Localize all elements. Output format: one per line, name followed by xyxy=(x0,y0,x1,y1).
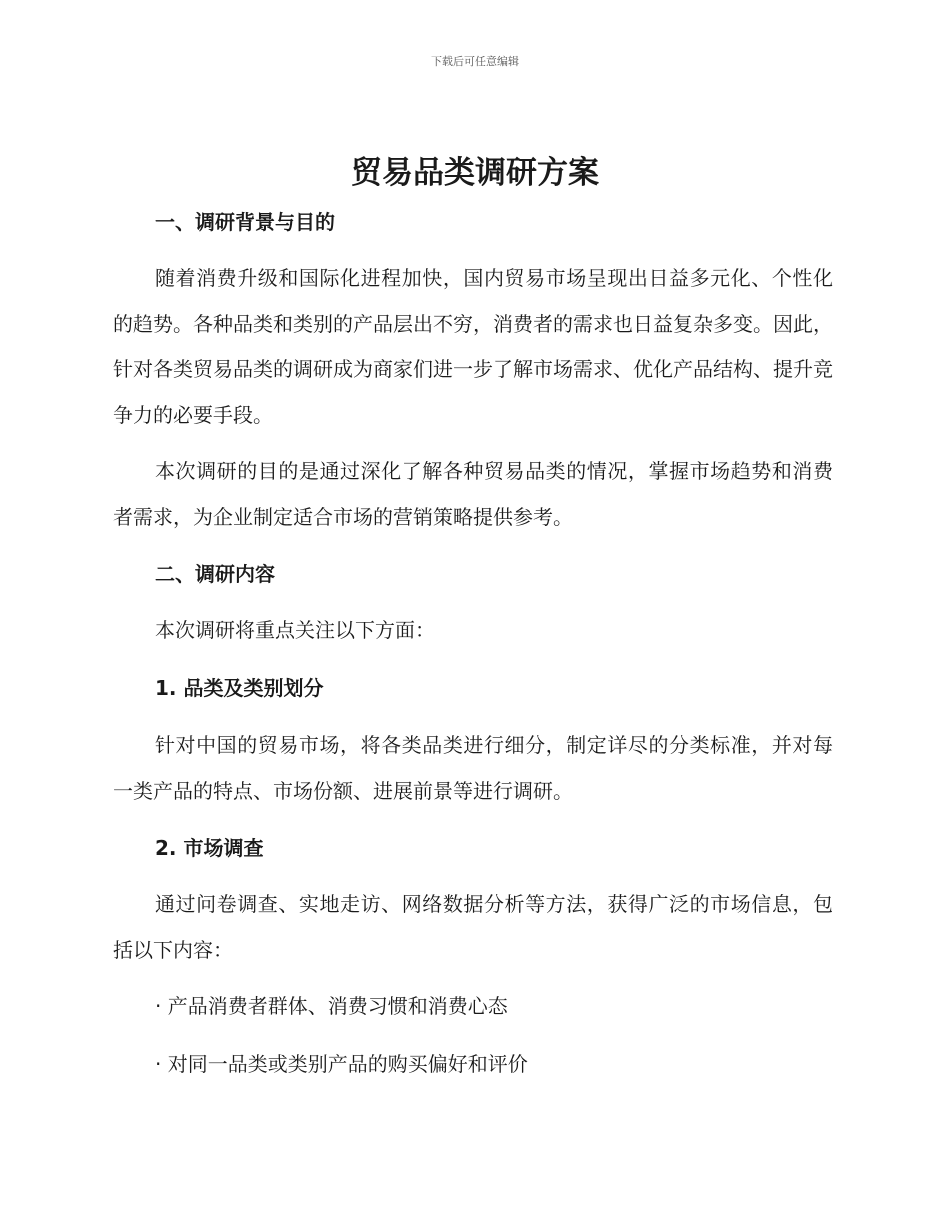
section-1-paragraph-1: 随着消费升级和国际化进程加快，国内贸易市场呈现出日益多元化、个性化的趋势。各种品类和类别的产品层出不穷，消费者的需求也日益复杂多变。因此，针对各类贸易品类的调研成为商家们进一步了解市场需求、优化产品结构、提升竞争力的必要手段。 xyxy=(113,266,833,427)
bullet-item: · 对同一品类或类别产品的购买偏好和评价 xyxy=(155,1052,528,1076)
subsection-2-paragraph: 通过问卷调查、实地走访、网络数据分析等方法，获得广泛的市场信息，包括以下内容： xyxy=(113,892,833,962)
section-1-paragraph-2: 本次调研的目的是通过深化了解各种贸易品类的情况，掌握市场趋势和消费者需求，为企业制定适合市场的营销策略提供参考。 xyxy=(113,459,833,529)
bullet-item: · 产品消费者群体、消费习惯和消费心态 xyxy=(155,994,508,1018)
section-2-intro: 本次调研将重点关注以下方面： xyxy=(155,618,435,642)
section-1-heading: 一、调研背景与目的 xyxy=(155,210,335,234)
subsection-2-heading: 2. 市场调查 xyxy=(155,836,264,860)
subsection-1-paragraph: 针对中国的贸易市场，将各类品类进行细分，制定详尽的分类标准，并对每一类产品的特点、市场份额、进展前景等进行调研。 xyxy=(113,733,833,803)
section-2-heading: 二、调研内容 xyxy=(155,562,275,586)
subsection-1-heading: 1. 品类及类别划分 xyxy=(155,676,324,700)
page-header-note: 下载后可任意编辑 xyxy=(431,55,519,68)
document-title: 贸易品类调研方案 xyxy=(351,155,599,191)
